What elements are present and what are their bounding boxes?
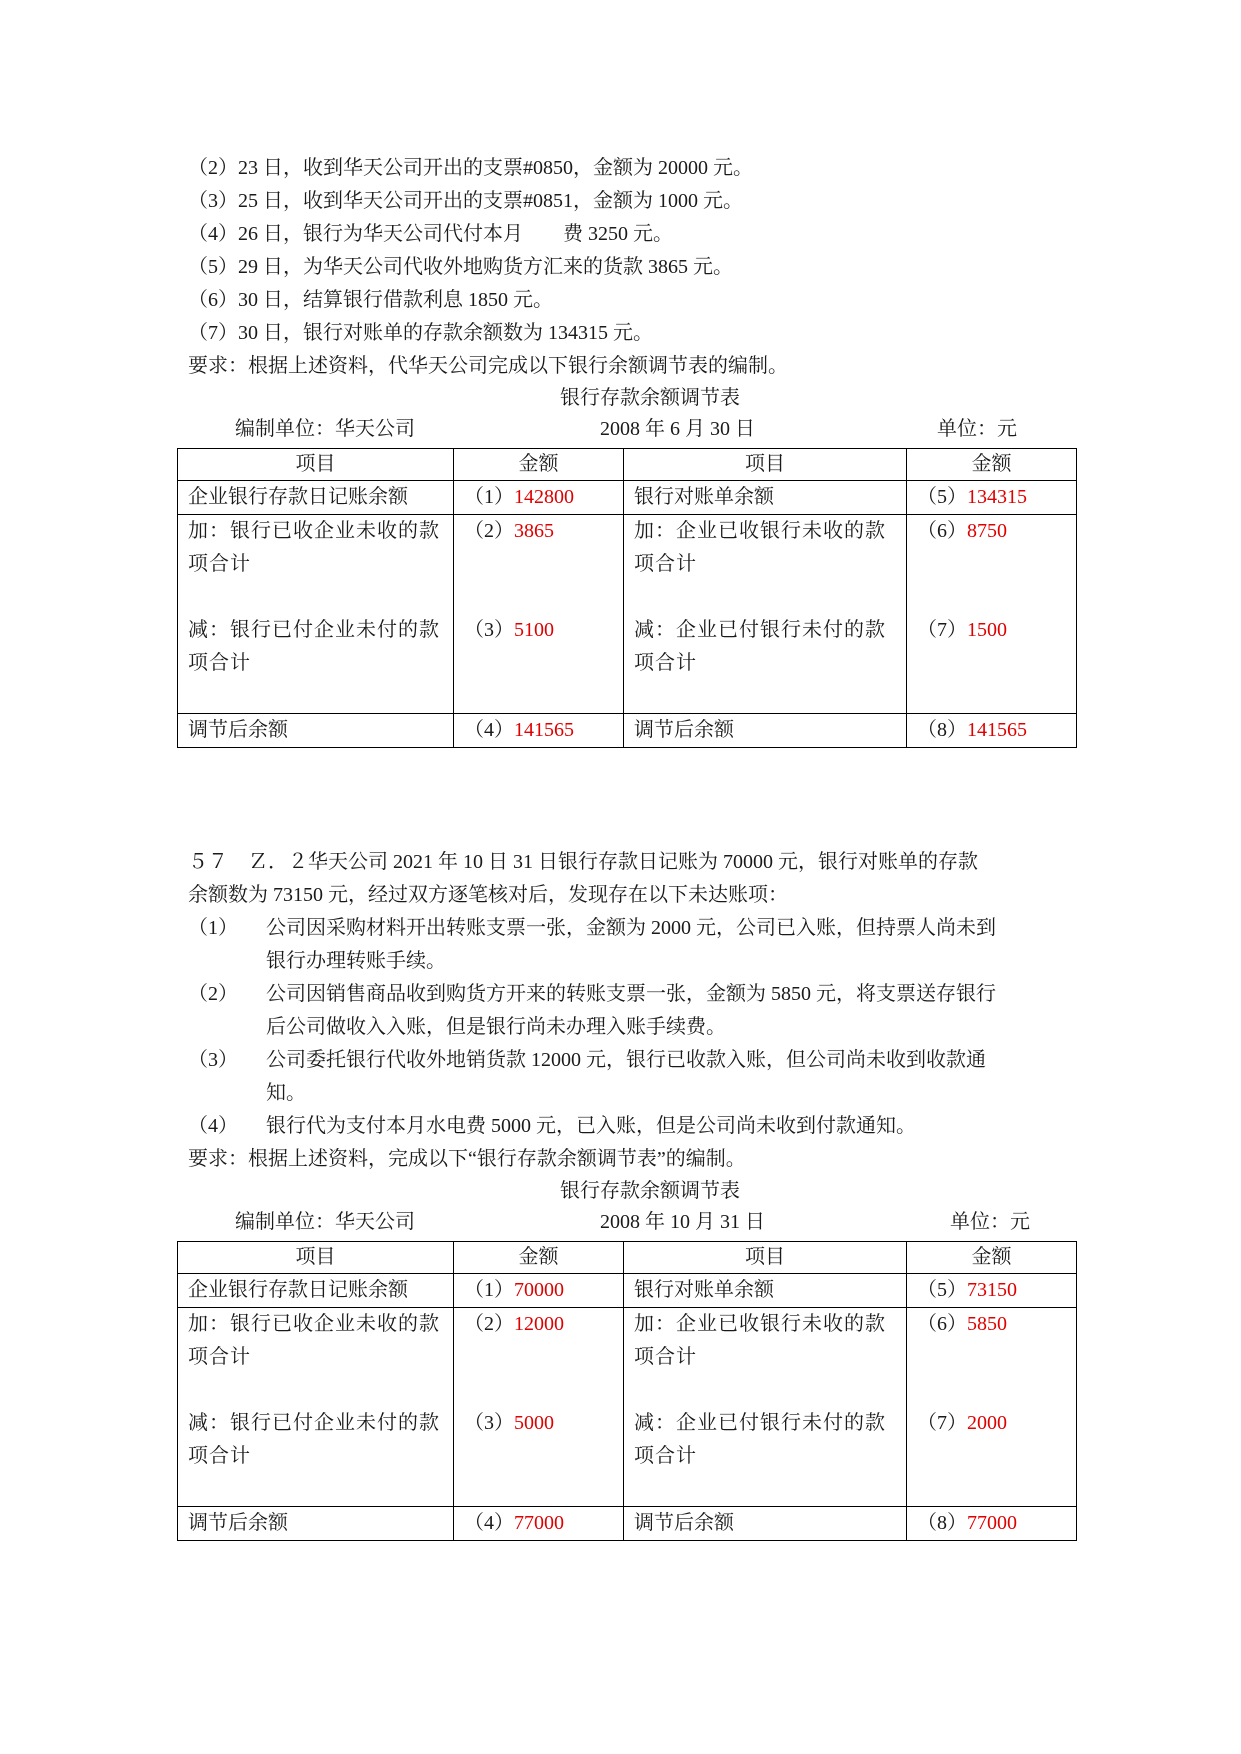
table-header-row xyxy=(178,449,1077,481)
item-text-cont: 后公司做收入入账，但是银行尚未办理入账手续费。 xyxy=(266,1016,726,1038)
table-row xyxy=(178,515,1077,714)
item-text: 银行代为支付本月水电费 5000 元，已入账，但是公司尚未收到付款通知。 xyxy=(266,1115,916,1137)
row-amount-2: （8）141565 xyxy=(907,714,1077,748)
row-amount: （1）142800 xyxy=(454,481,624,515)
item-text: 公司委托银行代收外地销货款 12000 元，银行已收款入账，但公司尚未收到收款通 xyxy=(266,1049,986,1071)
table-date: 2008 年 6 月 30 日 xyxy=(600,418,755,440)
row-label: 企业银行存款日记账余额 xyxy=(178,481,454,515)
row-label-2: 银行对账单余额 xyxy=(624,1274,907,1308)
row-amount-2: （5）73150 xyxy=(907,1274,1077,1308)
currency-unit: 单位：元 xyxy=(937,418,1017,440)
header-item-2: 项目 xyxy=(624,449,907,481)
row-amount-2: （5）134315 xyxy=(907,481,1077,515)
table-row xyxy=(178,1308,1077,1507)
header-item-2: 项目 xyxy=(624,1242,907,1274)
item-text-cont: 银行办理转账手续。 xyxy=(266,950,446,972)
reconciliation-table xyxy=(177,448,1077,748)
header-amount: 金额 xyxy=(454,449,624,481)
row-label: 加：银行已收企业未收的款项合计 减：银行已付企业未付的款项合计 xyxy=(178,1308,454,1507)
item-text: 公司因采购材料开出转账支票一张，金额为 2000 元，公司已入账，但持票人尚未到 xyxy=(266,917,996,939)
row-amount: （4）77000 xyxy=(454,1507,624,1541)
event-line-7: （7）30 日，银行对账单的存款余额数为 134315 元。 xyxy=(188,322,653,344)
row-amount: （2）3865 （3）5100 xyxy=(454,515,624,714)
table-row xyxy=(178,714,1077,748)
compiling-unit: 编制单位：华天公司 xyxy=(235,1211,415,1233)
table-row xyxy=(178,1274,1077,1308)
row-amount-2: （8）77000 xyxy=(907,1507,1077,1541)
row-label-2: 加：企业已收银行未收的款项合计 减：企业已付银行未付的款项合计 xyxy=(624,515,907,714)
item-number: （2） xyxy=(188,983,238,1005)
item-text: 公司因销售商品收到购货方开来的转账支票一张，金额为 5850 元，将支票送存银行 xyxy=(266,983,996,1005)
row-label-2: 调节后余额 xyxy=(624,1507,907,1541)
row-label-2: 加：企业已收银行未收的款项合计 减：企业已付银行未付的款项合计 xyxy=(624,1308,907,1507)
row-amount: （4）141565 xyxy=(454,714,624,748)
event-line-6: （6）30 日，结算银行借款利息 1850 元。 xyxy=(188,289,553,311)
header-item: 项目 xyxy=(178,449,454,481)
row-amount: （2）12000 （3）5000 xyxy=(454,1308,624,1507)
problem-intro-line-1: ５７ Ｚ．２华天公司 2021 年 10 日 31 日银行存款日记账为 70000 元，银行对账单的存款 xyxy=(188,851,978,873)
requirement-text: 要求：根据上述资料，代华天公司完成以下银行余额调节表的编制。 xyxy=(188,355,788,377)
problem-intro-line-2: 余额数为 73150 元，经过双方逐笔核对后，发现存在以下未达账项： xyxy=(188,884,788,906)
item-text-cont: 知。 xyxy=(266,1082,306,1104)
table-title: 银行存款余额调节表 xyxy=(560,1180,740,1202)
table-date: 2008 年 10 月 31 日 xyxy=(600,1211,765,1233)
row-amount-2: （6）8750 （7）1500 xyxy=(907,515,1077,714)
reconciliation-table xyxy=(177,1241,1077,1541)
item-number: （1） xyxy=(188,917,238,939)
currency-unit: 单位：元 xyxy=(950,1211,1030,1233)
table-row xyxy=(178,481,1077,515)
header-amount-2: 金额 xyxy=(907,1242,1077,1274)
row-label: 调节后余额 xyxy=(178,714,454,748)
requirement-text: 要求：根据上述资料，完成以下“银行存款余额调节表”的编制。 xyxy=(188,1148,746,1170)
row-label: 加：银行已收企业未收的款项合计 减：银行已付企业未付的款项合计 xyxy=(178,515,454,714)
item-number: （4） xyxy=(188,1115,238,1137)
table-row xyxy=(178,1507,1077,1541)
header-amount-2: 金额 xyxy=(907,449,1077,481)
header-item: 项目 xyxy=(178,1242,454,1274)
row-amount-2: （6）5850 （7）2000 xyxy=(907,1308,1077,1507)
header-amount: 金额 xyxy=(454,1242,624,1274)
event-line-5: （5）29 日，为华天公司代收外地购货方汇来的货款 3865 元。 xyxy=(188,256,733,278)
table-title: 银行存款余额调节表 xyxy=(560,387,740,409)
event-line-2: （2）23 日，收到华天公司开出的支票#0850，金额为 20000 元。 xyxy=(188,157,753,179)
item-number: （3） xyxy=(188,1049,238,1071)
event-line-4: （4）26 日，银行为华天公司代付本月 费 3250 元。 xyxy=(188,223,673,245)
row-label: 调节后余额 xyxy=(178,1507,454,1541)
row-label-2: 调节后余额 xyxy=(624,714,907,748)
row-amount: （1）70000 xyxy=(454,1274,624,1308)
table-header-row xyxy=(178,1242,1077,1274)
row-label-2: 银行对账单余额 xyxy=(624,481,907,515)
compiling-unit: 编制单位：华天公司 xyxy=(235,418,415,440)
row-label: 企业银行存款日记账余额 xyxy=(178,1274,454,1308)
event-line-3: （3）25 日，收到华天公司开出的支票#0851，金额为 1000 元。 xyxy=(188,190,743,212)
